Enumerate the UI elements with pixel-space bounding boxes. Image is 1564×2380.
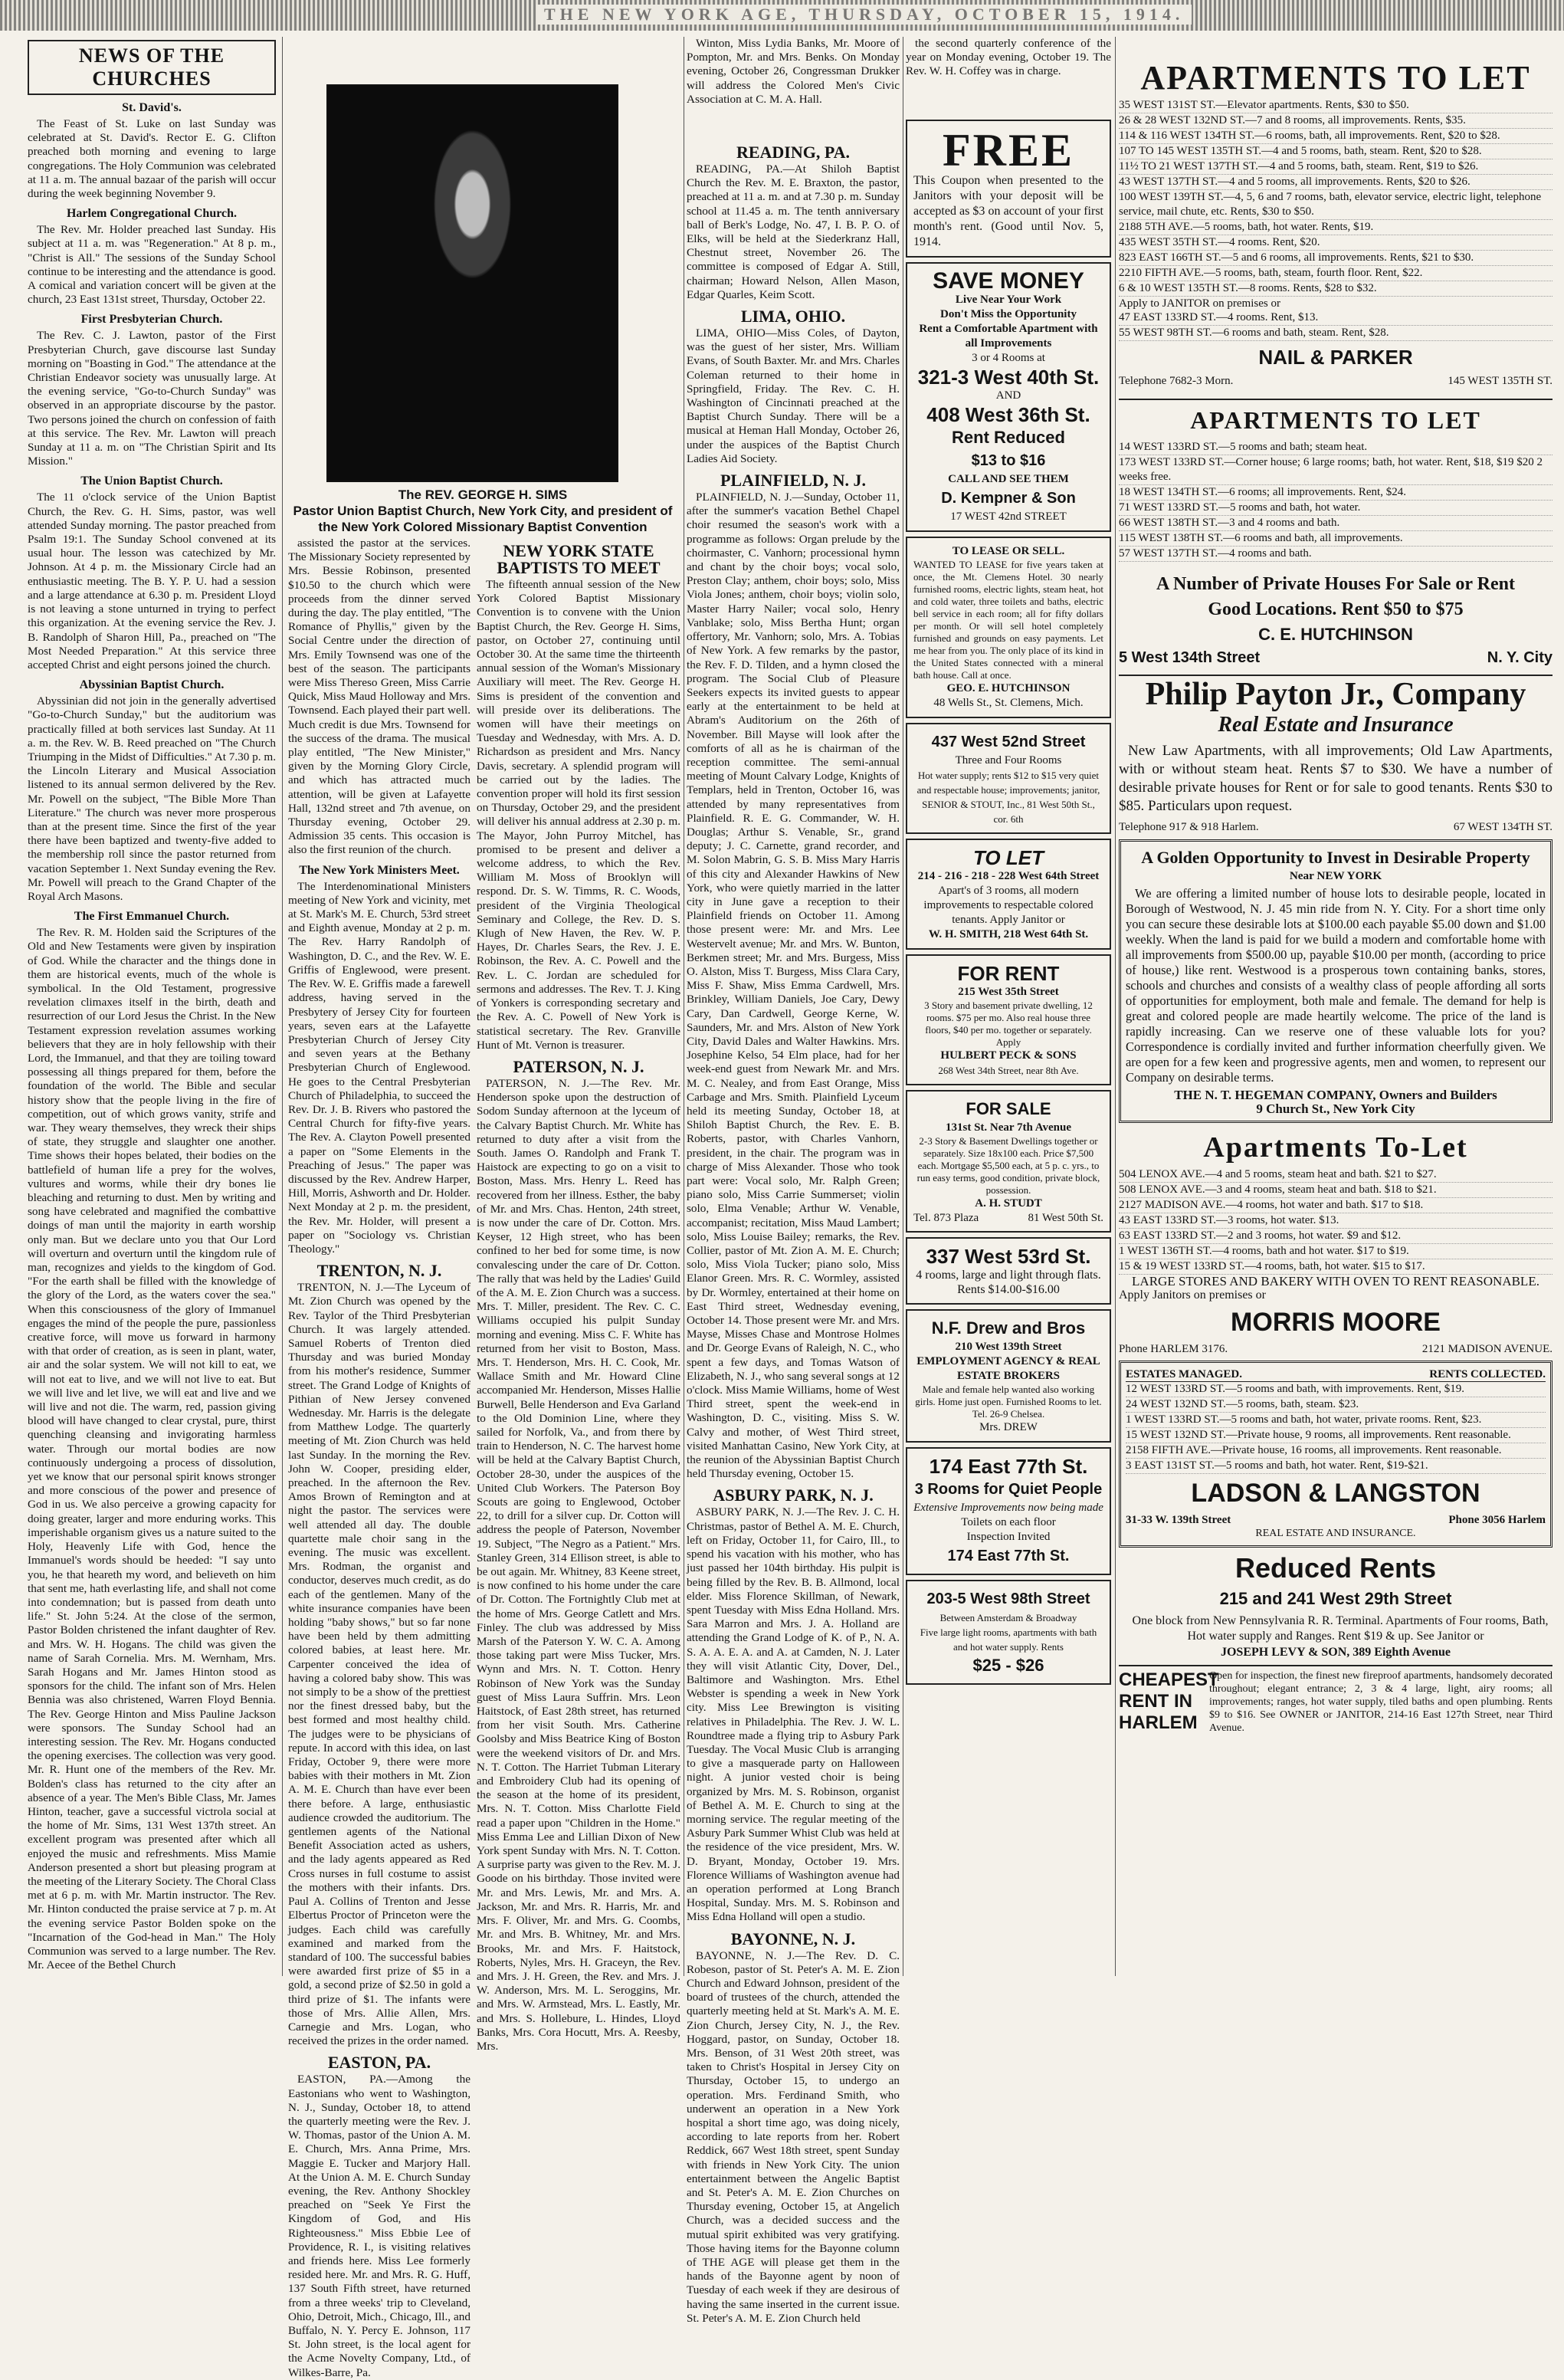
ad-forsale-address2: 81 West 50th St. (1028, 1212, 1103, 1224)
ad-w98-text: Five large light rooms, apartments with bath and hot water supply. Rents (920, 1627, 1097, 1653)
ad-e77-title: 174 East 77th St. (929, 1455, 1088, 1479)
listing-line: 173 WEST 133RD ST.—Corner house; 6 large rooms; bath, hot water. Rent, $18, $19 $20 2 weeks free. (1119, 455, 1553, 485)
ad-drew-title: N.F. Drew and Bros (931, 1318, 1086, 1338)
private-houses-heading: A Number of Private Houses For Sale or Rent (1156, 574, 1515, 595)
ad-save-and: AND (995, 389, 1021, 402)
ad-cheapest-rent (1119, 1665, 1553, 1735)
caption-name: The REV. GEORGE H. SIMS (398, 487, 568, 502)
reduced-rents-address: 215 and 241 West 29th Street (1219, 1589, 1452, 1609)
article-heading: BAYONNE, N. J. (730, 1929, 856, 1948)
col4-articles (687, 144, 900, 2326)
ad-free-text: This Coupon when presented to the Janitors with your deposit will be accepted as $3 on account of your first month's rent. (Good until Nov. 5, 1914. (913, 174, 1103, 248)
article-heading: PATERSON, N. J. (513, 1056, 644, 1076)
listing-line: 18 WEST 134TH ST.—6 rooms; all improvements. Rent, $24. (1119, 485, 1553, 501)
ad-save-firm-address: 17 WEST 42nd STREET (950, 510, 1067, 523)
article-heading: EASTON, PA. (327, 2053, 431, 2073)
article-body: TRENTON, N. J.—The Lyceum of Mt. Zion Church was opened by the Rev. Taylor of the Third Presbyterian Church. It was largely attended. Samuel Roberts of Trenton died Thursday and was buried Monday from his mother's residence, Summer street. The Grand Lodge of Knights of Pithian of New Jersey convened Wednesday. Mr. Harris is the delegate from Matthew Lodge. The quarterly meeting of Mt. Zion Church was held last Sunday. In the morning the Rev. John W. Cooper, presiding elder, preached. In the afternoon the Rev. Amos Brown of Remington and at night the pastor. The services were well attended all day. The double quartette male choir sang in the evening. The music was excellent. Mrs. Rodman, the organist and conductor, deserves much credit, as do each of the gentlemen. Many of the white insurance companies have been holding "baby shows," but so far none have been held by them admitting colored babies, at least here. Mr. Carpenter conceived the idea of having a colored baby show. This was not simply to be a show of the prettiest nor the finest dressed baby, but the best formed and most healthy child. The judges were to be physicians of repute. In accord with this idea, on last Friday, October 9, there were more babies with their mothers in Mt. Zion A. M. E. Church than have ever been there before. A large, enthusiastic audience crowded the auditorium. The gentlemen agents of the National Benefit Association acted as ushers, and the lady agents appeared as Red Cross nurses in full costume to assist the mothers with their infants. Drs. Paul A. Collins of Trenton and Jesse Elbertus Proctor of Princeton were the judges. Each child was carefully examined and marked from the standard of 100. The successful babies were awarded first prize of $5 in a gold, a second prize of $2.50 in gold a third prize of $1. The infants were those of Mrs. Allie Allen, Mrs. Carnegie and Mrs. Logan, who received the prizes in the order named. (288, 1281, 471, 2048)
ad-forrent-firm-address: 268 West 34th Street, near 8th Ave. (938, 1065, 1079, 1076)
ad-save-address: 408 West 36th St. (926, 403, 1090, 426)
ad-drew-name: Mrs. DREW (979, 1421, 1038, 1434)
ad-e77-line: 174 East 77th St. (947, 1548, 1070, 1565)
ad-lease-hotel (906, 537, 1111, 718)
column-4 (687, 138, 900, 2325)
ad-forrent-firm: HULBERT PECK & SONS (940, 1049, 1077, 1062)
listing-line: 100 WEST 139TH ST.—4, 5, 6 and 7 rooms, bath, elevator service, electric light, telephone service, mail chute, etc. Rents, $30 to $50. (1119, 190, 1553, 220)
listing-block-2 (1119, 440, 1553, 562)
listing-line: 114 & 116 WEST 134TH ST.—6 rooms, bath, all improvements. Rent, $20 to $28. (1119, 129, 1553, 144)
golden-firm: THE N. T. HEGEMAN COMPANY, Owners and Builders (1174, 1087, 1497, 1102)
listing-line: 66 WEST 138TH ST.—3 and 4 rooms and bath. (1119, 516, 1553, 531)
ad-e77-line: Toilets on each floor (961, 1516, 1056, 1529)
firm-philip-sub: Real Estate and Insurance (1218, 713, 1454, 737)
philip-tel: Telephone 917 & 918 Harlem. (1119, 821, 1259, 834)
column-rule (1115, 37, 1116, 1976)
ad-forsale-address: 131st St. Near 7th Avenue (945, 1121, 1072, 1134)
listing-line: 24 WEST 132ND ST.—5 rooms, bath, steam. $23. (1126, 1397, 1546, 1413)
ad-save-line: Rent a Comfortable Apartment with all Improvements (919, 323, 1098, 350)
ad-drew-bros (906, 1309, 1111, 1443)
article-heading: ASBURY PARK, N. J. (713, 1485, 874, 1505)
ad-forsale-text: 2-3 Story & Basement Dwellings together or separately. Size 18x100 each. Price $7,500 each. Mortgage $5,500 each, at 5 p. c. yrs., to run easy terms, good condition, private block, possession. (916, 1135, 1100, 1196)
article-body: The Rev. C. J. Lawton, pastor of the First Presbyterian Church, gave discourse last Sunday morning on "Boasting in God." The attendance at the Christian Endeavor society was unusually large. At the evening service, "Go-to-Church Sunday" was observed in an appropriate discourse by the pastor. Two persons joined the church on confession of faith at this service. The Rev. Mr. Lawton will preach Sunday at 11 a. m. on "The Christian Spirit and Its Mission." (28, 329, 276, 468)
firm-morris-moore: MORRIS MOORE (1231, 1307, 1441, 1337)
listing-block-1b (1119, 310, 1553, 341)
firm-address: 2121 MADISON AVENUE. (1421, 1342, 1553, 1355)
article-heading: The First Emmanuel Church. (74, 910, 230, 924)
article-body: READING, PA.—At Shiloh Baptist Church the Rev. M. E. Braxton, the pastor, preached at 11 a. m. and at 7.30 p. m. Sunday school at 11.45 a. m. The tenth anniversary ball of Berk's Lodge, No. 47, I. B. P. O. of Elks, will be held at the Siederkranz Hall, Chestnut street, November 26. The committee is composed of Edgar A. Still, chairman; Howard Nelson, Allen Mason, Edgar Quarles, Keim Scott. (687, 162, 900, 301)
firm-city: N. Y. City (1487, 649, 1553, 667)
ad-free-title: FREE (942, 125, 1075, 176)
golden-text: We are offering a limited number of house lots to desirable people, located in Borough of Westwood, N. J. 45 min ride from N. Y. City. For a short time only you can secure these desirable lots at $100.00 each payable $5.00 down and $1.00 weekly. When the land is paid for we build a modern and comfortable home with all improvements from $500.00 up, payable $10.00 per month, (according to price of house,) like rent. Westwood is a prosperous town containing banks, stores, schools and churches and consists of a wealthy class of people affording all sorts of opportunities for employment, both male and female. The demand for help is great and colored people are made heartily welcome. The price of the land is rapidly increasing. Can we reserve one of these valuable lots for you? Correspondence is cordially invited and further information cheerfully given. We are open for a few keen and progressive agents, men and women, to represent our Company on desirable terms. (1126, 885, 1546, 1085)
listing-block-3 (1119, 1167, 1553, 1275)
philip-text: New Law Apartments, with all improvements; Old Law Apartments, with or without steam heat. Rents $7 to $30. We have a number of desirable private houses for Rent or for sale to good tenants. Rents $30 to $85. Particulars upon request. (1119, 743, 1553, 815)
listing-line: 63 EAST 133RD ST.—2 and 3 rooms, hot water. $9 and $12. (1119, 1229, 1553, 1244)
ad-174-e77 (906, 1447, 1111, 1575)
ad-lease-address: 48 Wells St., St. Clemens, Mich. (933, 697, 1084, 709)
listing-line: 15 & 19 WEST 133RD ST.—4 rooms, bath, hot water. $15 to $17. (1119, 1259, 1553, 1275)
column-ads (906, 115, 1111, 1976)
listing-line: 26 & 28 WEST 132ND ST.—7 and 8 rooms, all improvements. Rents, $35. (1119, 113, 1553, 129)
ad-337-w53 (906, 1237, 1111, 1305)
listing-line: 1 WEST 136TH ST.—4 rooms, bath and hot water. $17 to $19. (1119, 1244, 1553, 1259)
col2-lead-text: assisted the pastor at the services. The Missionary Society represented by Mrs. Bessie Robinson, presented $10.50 to the church which were proceeds from the dinner served during the day. The play entitled, "The Romance of Phyllis," given by the Social Centre under the direction of Mrs. Emily Townsend was one of the best of the season. The participants were Miss Thereso Green, Miss Carrie Quick, Miss Maud Holloway and Mrs. Townsend. Each played their part well. Much credit is due Mrs. Townsend for the success of the drama. The musical play entitled, "The New Minister," given by the Morning Glory Circle, and which has attracted much attention, will be given at Lafayette Hall, 132nd street and 7th avenue, on Thursday evening, October 29. Admission 35 cents. This occasion is also the first reunion of the church. (288, 537, 471, 857)
listing-line: 47 EAST 133RD ST.—4 rooms. Rent, $13. (1119, 310, 1553, 326)
reduced-rents-text: One block from New Pennsylvania R. R. Terminal. Apartments of Four rooms, Bath, Hot water supply and Ranges. Rent $19 & up. See Janitor or (1132, 1614, 1549, 1643)
firm-tel: Phone 3056 Harlem (1448, 1514, 1546, 1527)
listing-line: 55 WEST 98TH ST.—6 rooms and bath, steam. Rent, $28. (1119, 326, 1553, 341)
listing-line: 11½ TO 21 WEST 137TH ST.—4 and 5 rooms, bath, steam. Rent, $19 to $26. (1119, 159, 1553, 175)
ad-forrent-address: 215 West 35th Street (958, 986, 1059, 998)
ad-w53-title: 337 West 53rd St. (926, 1245, 1091, 1269)
ad-save-price: $13 to $16 (971, 452, 1046, 469)
col2-articles (288, 864, 471, 2380)
article-body: ASBURY PARK, N. J.—The Rev. J. C. H. Christmas, pastor of Bethel A. M. E. Church, left on Friday, October 11, for Cairo, Ill., to spend his vacation with his mother, who has just passed her 104th birthday. His pulpit is being filled by the Rev. B. B. Allmond, local elder. Miss Florence Skillman, of Newark, spent Tuesday with Miss Edna Holland. Mrs. Sara Marron and Mrs. J. A. Holland are attending the Grand Lodge of K. of P., N. A. S. A. A. E. A. and A. at Camden, N. J. Later they will visit Atlantic City, Dover, Del., Baltimore and Washington. Mrs. Ethel Webster is spending a week in New York city. Miss Lee Brewington is visiting relatives in Philadelphia. The Rev. J. W. L. Roundtree made a flying trip to Asbury Park Tuesday. The Vocal Music Club is arranging to give a masquerade party on Halloween night. A junior vested choir is being organized by Mrs. M. S. Robinson, organist of Bethel A. M. E. Church to sing at the morning service. The regular meeting of the Asbury Park Summer Whist Club was held at the residence of the vice president, Mrs. W. D. Bryant, Monday, October 19. Mrs. Florence Williams of Washington avenue had an operation performed at Long Branch Hospital, Sunday. Mrs. M. S. Robinson and Miss Edna Holland will open a studio. (687, 1505, 900, 1924)
firm-hutchinson: C. E. HUTCHINSON (1258, 625, 1413, 645)
column-rule (282, 37, 283, 1976)
column-3 (477, 537, 680, 2053)
listing-line: 504 LENOX AVE.—4 and 5 rooms, steam heat and bath. $21 to $27. (1119, 1167, 1553, 1183)
col3-articles (477, 543, 680, 2053)
article-body: EASTON, PA.—Among the Eastonians who went to Washington, N. J., Sunday, October 18, to attend the quarterly meeting were the Rev. J. W. Thomas, pastor of the Union A. M. E. Church, Mrs. Anna Prime, Mrs. Maggie E. Tucker and Marjory Hall. At the Union A. M. E. Church Sunday evening, the Rev. Anthony Shockley preached on "Seek Ye First the Kingdom of God, and His Righteousness." Miss Ebbie Lee of Providence, R. I., is visiting relatives and friends here. Miss Lee formerly resided here. Mr. and Mrs. R. G. Huff, 137 South Fifth street, have returned from a three weeks' trip to Cleveland, Ohio, Detroit, Mich., Chicago, Ill., and Buffalo, N. Y. Percy E. Johnson, 117 St. John street, is the local agent for the Acme Novelty Company, Ltd., of Wilkes-Barre, Pa. (288, 2073, 471, 2379)
listing-line: 435 WEST 35TH ST.—4 rooms. Rent, $20. (1119, 235, 1553, 251)
column-3-top (687, 37, 900, 136)
article-heading: First Presbyterian Church. (80, 313, 223, 327)
ad-save-address: 321-3 West 40th St. (917, 366, 1100, 389)
ad-e77-sub: 3 Rooms for Quiet People (914, 1481, 1103, 1499)
ad-save-line: Live Near Your Work (955, 294, 1062, 306)
ad-w98-title: 203-5 West 98th Street (926, 1590, 1090, 1608)
ad-save-money (906, 262, 1111, 532)
article-body: BAYONNE, N. J.—The Rev. D. C. Robeson, pastor of St. Peter's A. M. E. Zion Church and Edward Johnson, president of the board of trustees of the church, attended the quarterly meeting held at St. Mark's A. M. E. Zion Church, Jersey City, N. J., the Rev. Hoggard, pastor, on Sunday, October 18. Mrs. Benson, of 31 West 20th street, was taken to Christ's Hospital in Jersey City on Thursday, October 15, to undergo an operation. Mrs. Ferdinand Smith, who underwent an operation in a New York hospital a short time ago, was doing nicely, according to late reports from her. Robert Reddick, 667 West 18th street, spent Sunday with friends in New York City. The union entertainment between the Angelic Baptist and St. Peter's A. M. E. Zion Churches on Thursday evening, October 15, at Angelich Church, was a decided success and the mutual spirit exhibited was very gratifying. Those having items for the Bayonne column of THE AGE will please get them in the hands of the Bayonne agent by noon of Tuesday of each week if they are desirous of having the same inserted in the current issue. St. Peter's A. M. E. Zion Church held (687, 1948, 900, 2325)
ad-save-reduced: Rent Reduced (952, 428, 1065, 447)
ad-tolet-address: 214 - 216 - 218 - 228 West 64th Street (917, 870, 1100, 882)
ad-drew-text: Male and female help wanted also working girls. Home just open. Furnished Rooms to let. Tel. 26-9 Chelsea. (915, 1384, 1102, 1420)
ad-save-title: SAVE MONEY (933, 268, 1084, 294)
col1-articles (28, 101, 276, 1972)
golden-title: A Golden Opportunity to Invest in Desirable Property (1141, 847, 1530, 867)
listing-line: 6 & 10 WEST 135TH ST.—8 rooms. Rents, $28 to $32. (1119, 281, 1553, 297)
ad-437-w52 (906, 723, 1111, 834)
ad-forsale-title: FOR SALE (966, 1099, 1051, 1118)
column-church-news (28, 37, 276, 1976)
listing-line: 3 EAST 131ST ST.—5 rooms and bath, hot water. Rent, $19-$21. (1126, 1459, 1546, 1474)
article-body: The Rev. R. M. Holden said the Scriptures of the Old and New Testaments were given by inspiration of God. While the character and the things done in them are historical events, much of the whole is symbolical. In the Old Testament, progressive revelation climaxes itself in the birth, death and resurrection of our Lord Jesus the Christ. In the New Testament expression revelation assumes working believers that they are in holy fellowship with their Lord, the Immanuel, and that they are toiling toward possessing all things prepared for them, before the foundation of the world. The Bible and secular history show that the people living in the fire of competition, out of which grows vanity, strife and war. They weary themselves, they wreck their ships of state, they struggle and slaughter one another. Time shows their hopes belated, their bodies on the battlefield of human life a prey for the wolves, vultures and worms, while their dry bones lie bleaching and returning to dust. Men by writing and song have celebrated and magnified the combattive doings of man until the majority in earth worship only man. But we declare unto you that Our Lord will overturn and overturn until the kingdom rule of man, recognizes and yields to the kingdom of God. "For the earth shall be filled with the knowledge of the glory of the Lord, as the waters cover the sea." When this consciousness of the glory of Immanuel engages the mind of the people the pure, passionless creative force, will move us forward in harmony with that order of creation, as is seen in plant, water, air and the solar system. We will not kill to eat, we will not eat to live, and we will not live to eat. But we will live and let live, we will eat and live and we will live and not die. The warm, red, passion giving blood will have changed to clear crystal, pure, thirst quenching cleansing and invigorating harmless water. Through our mortal bodies are now continuously undergoing a process of dissolution, yet we know that our personal spirit knows stronger and more conscious of the power and presence of God in us. We also perceive a growing capacity for doing greater, larger and more enduring works. This imperishable organism gives us a nature suited to the Holy, Heavenly Life with God, hence the Immanuel's words should be heeded: "I say unto you, he that heareth my word, and believeth on him that sent me, hath everlasting life, and shall not come into condemnation; but is passed from death unto life." St. John 5:24. At the close of the sermon, Pastor Bolden christened the infant daughter of Rev. and Mrs. W. H. Hogans. The child was given the name of Sarah Cornelia. Mrs. M. Wernham, Mrs. Sarah Hogans and Mr. James Hinton stood as sponsors for the child. The infant son of Mrs. Helen Bennia was also christened, Warren Floyd Bennia. The Rev. George Hinton and Miss Pauline Jackson were sponsors. The Sunday School had an interesting session. The Rev. Mr. Hogans conducted the opening exercises. The collection was very good. Mr. R. Hunt one of the members of the Rev. Mr. Bolden's class has returned to the city after an absence of a year. The Men's Bible Class, Mr. James Hinton, teacher, gave a successful victrola social at the home of Mr. Sims, 131 West 137th street. An excellent program was presented after which all enjoyed the music and refreshments. Miss Mamie Anderson presented a short but pleasing program at the meeting of the Literary Society. The Choral Class met at 6 p. m. with Mr. Martin instructor. The Rev. Mr. Hinton conducted the praise service at 7 p. m. At the evening service Pastor Bolden spoke on the "Incarnation of the God-head in Man." The Holy Communion was served to a large number. The Rev. Mr. Aecee of the Bethel Church (28, 926, 276, 1972)
column-5-top (906, 37, 1111, 113)
ad-lease-title: TO LEASE OR SELL. (952, 545, 1065, 557)
listing-line: 508 LENOX AVE.—3 and 4 rooms, steam heat and bath. $18 to $21. (1119, 1183, 1553, 1198)
article-heading: READING, PA. (736, 143, 851, 162)
listing-line: 2188 5TH AVE.—5 rooms, bath, hot water. Rents, $19. (1119, 220, 1553, 235)
ad-ladson-langston (1119, 1361, 1553, 1548)
golden-sub: Near NEW YORK (1289, 868, 1382, 882)
listing-line: 2210 FIFTH AVE.—5 rooms, bath, steam, fourth floor. Rent, $22. (1119, 266, 1553, 281)
ad-tolet-text: Apart's of 3 rooms, all modern improvements to respectable colored tenants. Apply Janitor or (923, 885, 1093, 926)
article-body: The Rev. Mr. Holder preached last Sunday. His subject at 11 a. m. was "Regeneration." At 8 p. m., "Christ is All." The sessions of the Sunday School continue to be interesting and the attendance is good. A comical and variation concert will be given at the church, 23 East 131st street, Thursday, October 22. (28, 223, 276, 307)
ad-w98-price: $25 - $26 (972, 1656, 1044, 1676)
firm-address: 145 WEST 135TH ST. (1448, 375, 1553, 388)
banner-apartments-to-let-3: Apartments To-Let (1203, 1131, 1468, 1164)
article-heading: LIMA, OHIO. (740, 307, 846, 327)
masthead-title: THE NEW YORK AGE, THURSDAY, OCTOBER 15, 1914. (536, 5, 1192, 25)
listing-line: 823 EAST 166TH ST.—5 and 6 rooms, all improvements. Rents, $21 to $30. (1119, 251, 1553, 266)
listing-line: 15 WEST 132ND ST.—Private house, 9 rooms, all improvements. Rent reasonable. (1126, 1428, 1546, 1443)
listing-line: 115 WEST 138TH ST.—6 rooms and bath, all improvements. (1119, 531, 1553, 547)
philip-address: 67 WEST 134TH ST. (1453, 821, 1553, 834)
article-body: Abyssinian did not join in the generally advertised "Go-to-Church Sunday," but the auditorium was practically filled at both services last Sunday. At 11 a. m. the Rev. W. B. Reed preached on "The Church Triumping in the Midst of Difficulties." At 7.30 p. m. the Lincoln Literary and Musical Association listened to its annual sermon delivered by the Rev. Mr. Powell on the subject, "The Bible More Than Literature." The church was never more prosperous than at the present time. Since the first of the year there have been baptized and twenty-five added to the membership roll since the pastor returned from vacation September 1. Next Sunday evening the Rev. Mr. Powell will preach to the Grand Chapter of the Royal Arch Masons. (28, 694, 276, 903)
article-heading: The New York Ministers Meet. (299, 863, 460, 877)
firm-sub: REAL ESTATE AND INSURANCE. (1255, 1528, 1416, 1540)
listing-line: 35 WEST 131ST ST.—Elevator apartments. Rents, $30 to $50. (1119, 98, 1553, 113)
firm-address: 31-33 W. 139th Street (1126, 1514, 1231, 1527)
firm-tel: Telephone 7682-3 Morn. (1119, 375, 1234, 388)
listing-block-4 (1126, 1382, 1546, 1474)
ad-tolet-title: TO LET (973, 846, 1044, 869)
col3-lead-text: Winton, Miss Lydia Banks, Mr. Moore of Pompton, Mr. and Mrs. Benks. On Monday evening, October 26, Congressman Drukker will address the Colored Men's Civic Association at C. M. A. Hall. (687, 37, 900, 106)
reduced-rents-title: Reduced Rents (1234, 1552, 1437, 1584)
listing-line: 14 WEST 133RD ST.—5 rooms and bath; steam heat. (1119, 440, 1553, 455)
masthead-strip (0, 0, 1564, 31)
ad-drew-sub: EMPLOYMENT AGENCY & REAL ESTATE BROKERS (916, 1355, 1100, 1383)
article-heading: NEW YORK STATE BAPTISTS TO MEET (497, 541, 661, 577)
reduced-rents-firm: JOSEPH LEVY & SON, 389 Eighth Avenue (1220, 1646, 1451, 1659)
portrait-photo-rev-sims (326, 84, 618, 482)
portrait-caption (284, 487, 682, 535)
cheapest-text: Open for inspection, the finest new fireproof apartments, handsomely decorated throughout; elegant entrance; 2, 3 & 4 large, light, airy rooms; all improvements; ranges, hot water supply, tiled baths and open plumbing. Rents $9 to $16. See OWNER or JANITOR, 214-16 East 127th Street, near Third Avenue. (1209, 1669, 1553, 1734)
firm-nail-parker: NAIL & PARKER (1258, 346, 1413, 369)
ad-to-let-64th (906, 839, 1111, 950)
listing-line: 57 WEST 137TH ST.—4 rooms and bath. (1119, 547, 1553, 562)
ad-forrent-text: 3 Story and basement private dwelling, 12 rooms. $75 per mo. Also real house three floors, $40 per mo. together or separately. Apply (924, 1000, 1093, 1048)
firm-philip-payton: Philip Payton Jr., Company (1145, 677, 1526, 713)
ad-lease-text: WANTED TO LEASE for five years taken at once, the Mt. Clemens Hotel. 30 nearly furnished rooms, electric lights, steam heat, hot and cold water, three toilets and baths, electric bell service in each room; all for fifty dollars per month. Or will sell hotel completely furnished and grounds on easy payments. Let me hear from you. The only place of its kind in the United States connected with a mineral bath house. Call at once. (913, 559, 1103, 681)
column-real-estate (1119, 58, 1553, 1975)
ad-save-line: 3 or 4 Rooms at (972, 352, 1045, 364)
article-body: PLAINFIELD, N. J.—Sunday, October 11, after the summer's vacation Bethel Chapel choir resumed the season's work with a programme as follows: Organ prelude by the choirmaster, C. Vanhorn; processional hymn and chant by the choir boys; vocal solo, Preston Clay; anthem, choir boys; solo, Miss Viola Jones; anthem, choir boys; violin solo, Master Harry Nailer; vocal solo, Henry Vanblake; solo, Miss Bertha Hunt; organ offertory, Mr. Vanhorn; solo, Mrs. A. Tobias of New York. A few remarks by the pastor, the Rev. F. D. Tilden, and a hymn closed the program. The Social Club of Pleasure Seekers expects its invited guests to appear early at the entertainment to be held at Abram's Auditorium on the 26th of November. Bill Mayse will look after the comforts of all as he is chairman of the reception committee. The semi-annual meeting of Mount Calvary Lodge, Knights of Templars, held in Trenton, October 16, was attended by many representatives from Plainfield. R. E. G. Commander, W. H. Douglas; Arthur S. Venable, Sr., grand deputy; J. C. Carnette, grand recorder, and M. Solon Mabrin, G. S. B. Miss Mary Harris of this city and Alexander Hawkins of New York, who were quietly married in the latter city in June gave a reception to their Plainfield friends on October 11. Among those present were: Mr. and Mrs. Lee Westervelt avenue; Mr. and Mrs. W. Bunton, Berkmen street; Mr. and Mrs. Burgess, Miss O. Alston, Miss T. Burgess, Miss Clara Cary, Miss F. Shaw, Miss Emma Cardwell, Mrs. Brinkley, William Daniels, Joe Cary, Dewy Cary, Dan Cardwell, George Kerne, W. Saunders, Mr. and Mrs. Alston of New York City, David Dales and Walter Hawkins. Mrs. Josephine Kelso, 54 Elm place, had for her week-end guest from Newark Mr. and Mrs. M. C. Nealey, and from East Orange, Miss Carbage and Mrs. Smith. Plainfield Lyceum held its meeting Sunday, October 18, at Shiloh Baptist Church, the Rev. E. B. Roberts, pastor, with Charles Vanhorn, president, in the chair. The program was in charge of Miss Alexander. Those who took part were: Vocal solo, Mr. Ralph Green; piano solo, Miss Carrie Summerset; violin solo, Elma Venable; Arthur W. Venable, accompanist; recitation, Miss Maud Lambert; solo, Miss Louise Bailey; remarks, the Rev. Collier, pastor of Mt. Zion A. M. E. Church; solo, Miss Viola Tucker; piano solo, Miss Elanor Green. Mrs. R. C. Wormley, assisted by Dr. Wormley, entertained at their home on East Third street, Wednesday evening, October 14. Those present were Mr. and Mrs. Mayse, Misses Chase and Montrose Holmes and Dr. George Evans of Raleigh, N. C., who spent a few days, and Tomas Watson of Elizabeth, N. J., who sang several songs at 12 o'clock. Miss Mamie Williams, home of West Third street, spent the week-end in Washington, D. C., visiting. Miss S. W. Calvy and mother, of West Third street, visited Manhattan Casino, New York City, at the reunion of the Abyssinian Baptist Church held Thursday evening, October 15. (687, 491, 900, 1481)
ladson-heading-2: RENTS COLLECTED. (1429, 1367, 1546, 1380)
article-body: The Feast of St. Luke on last Sunday was celebrated at St. David's. Rector E. G. Clifton preached both morning and evening to large congregations. The Holy Communion was celebrated at 11 a. m. The annual bazaar of the parish will occur during the week beginning November 9. (28, 117, 276, 201)
article-heading: TRENTON, N. J. (316, 1261, 442, 1281)
article-heading: Abyssinian Baptist Church. (79, 678, 225, 692)
article-body: The fifteenth annual session of the New York Colored Baptist Missionary Convention is to convene with the Union Baptist Church, the Rev. George H. Sims, pastor, on October 27, continuing until October 30. At the same time the thirteenth annual session of the Woman's Missionary Auxiliary will meet. The Rev. George H. Sims is president of the convention and will preside over its deliberations. The women will have their meetings on Tuesday and Wednesday, with Mrs. A. D. Richardson as president and Mrs. Nancy Davis, secretary. A splendid program will be carried out by the ladies. The convention proper will hold its first session on Thursday, October 29, and the president will deliver his annual address at 2.30 p. m. The Mayor, John Purroy Mitchel, has promised to be present and deliver a welcome address, to which the Rev. William M. Moss of Brooklyn will respond. Dr. S. W. Timms, R. C. Woods, president of the Virginia Theological Seminary and College, the Rev. D. S. Klugh of New Haven, the Rev. W. P. Hayes, Dr. Charles Sears, the Rev. J. E. Robinson, the Rev. A. C. Powell and the Rev. L. C. Jordan are scheduled for sermons and addresses. The Rev. T. J. King of Yonkers is corresponding secretary and the Rev. A. C. Powell of New York is statistical secretary. The Rev. Granville Hunt of Mt. Vernon is treasurer. (477, 578, 680, 1052)
article-heading: Harlem Congregational Church. (66, 207, 238, 221)
caption-desc: Pastor Union Baptist Church, New York City, and president of the New York Colored Missionary Baptist Convention (293, 504, 673, 534)
ad-e77-sub2: Extensive Improvements now being made (913, 1502, 1103, 1515)
ad-save-firm: D. Kempner & Son (941, 490, 1076, 507)
listing-line: 12 WEST 133RD ST.—5 rooms and bath, with improvements. Rent, $19. (1126, 1382, 1546, 1397)
article-body: The 11 o'clock service of the Union Baptist Church, the Rev. G. H. Sims, pastor, was well attended Sunday morning. The pastor preached from Psalm 19:1. The Sunday School convened at its usual hour. The lesson was catechized by Mr. Johnson. At 4 p. m. the Missionary Circle had an enthusiastic meeting. The B. Y. P. U. had a session and a large attendance at 6.30 p. m. President Lloyd is not leaving a stone unturned in trying to perfect this organization. At the evening service the Rev. J. B. Randolph of Sharon Hill, Pa., preached on "The Most Needed Preparation." At this service three accepted Christ and eight persons joined the church. (28, 491, 276, 671)
apply-line: Apply to JANITOR on premises or (1119, 297, 1280, 310)
listing-line: 107 TO 145 WEST 135TH ST.—4 and 5 rooms, bath, steam. Rent, $20 to $28. (1119, 144, 1553, 159)
firm-ladson-langston: LADSON & LANGSTON (1191, 1479, 1480, 1508)
listing-block-1 (1119, 98, 1553, 297)
ad-forrent-title: FOR RENT (957, 962, 1060, 985)
col4-lead-text: the second quarterly conference of the year on Monday evening, October 19. The Rev. W. H. Coffey was in charge. (906, 37, 1111, 78)
ad-save-call: CALL AND SEE THEM (948, 473, 1069, 485)
listing-line: 43 WEST 137TH ST.—4 and 5 rooms, all improvements. Rents, $20 to $26. (1119, 175, 1553, 190)
article-body: PATERSON, N. J.—The Rev. Mr. Henderson spoke upon the destruction of Sodom Sunday afternoon at the lyceum of the Calvary Baptist Church. Mr. White has returned to duty after a visit from the South. James O. Randolph and Frank T. Haistock are expecting to go on a visit to Boston, Mass. Mrs. Henry L. Reed has recovered from her illness. Esther, the baby of Mr. and Mrs. Chas. Henton, 24th street, is now under the care of Dr. Cotton. Mrs. Keyser, 12 High street, who has been confined to her bed for some time, is now convalescing under the care of Dr. Cotton. The rally that was held by the Ladies' Guild of the A. M. E. Zion Church was a success. Mrs. T. Miller, president. The Rev. C. C. Williams occupied his pulpit Sunday morning and evening. Miss C. F. White has returned from her visit to Boston, Mass. Mrs. T. Henderson, Mrs. H. C. Cook, Mr. Wallace Smith and Mr. Howard Cline accompanied Mr. Henderson, Misses Hallie Burwell, Belle Henderson and Eva Garland to the Old Dominion Line, where they sailed for Norfolk, Va., and from there by train to Henderson, N. C. The harvest home will be held at the Calvary Baptist Church, October 28-30, under the auspices of the United Club Workers. The Paterson Boy Scouts are going to Englewood, October 22, to drill for a silver cup. Dr. Cotton will address the people of Paterson, November 19. Subject, "The Negro as a Patient." Mrs. Stanley Green, 314 Ellison street, is able to be out again. Mr. Whitney, 83 Keene street, is now confined to his home under the care of Dr. Cotton. The Fortnightly Club met at the home of Mrs. George Catlett and Mrs. Finley. The club was addressed by Miss Marsh of the Paterson Y. W. C. A. Among those taking part were Miss Tucker, Mrs. Wynn and Mrs. N. T. Cotton. Henry Robinson of New York was the Sunday guest of Miss Laura Suffrin. Mrs. Leon Haitstock, of East 28th street, has returned from her visit South. Mrs. Catherine Goolsby and Miss Beatrice King of Boston were the weekend visitors of Dr. and Mrs. N. T. Cotton. The Harriet Tubman Literary and Embroidery Club had its opening of the season at the home of its president, Mrs. N. T. Cotton. Miss Charlotte Field read a paper upon "Children in the Home." Miss Emma Lee and Lillian Dixon of New York spent Sunday with Mrs. N. T. Cotton. A surprise party was given to the Rev. M. J. Goode on his birthday. Those invited were Mr. and Mrs. Lewis, Mr. and Mrs. A. Jackson, Mr. and Mrs. R. Harris, Mr. and Mrs. F. Oliver, Mr. and Mrs. G. Coombs, Mr. and Mrs. B. Whitney, Mr. and Mrs. Brooks, Mr. and Mrs. F. Haitstock, Roberts, Nyles, Mrs. H. Graceyn, the Rev. and Mrs. J. H. Green, the Rev. and Mrs. J. W. Anderson, Mrs. M. L. Seroggins, Mr. and Mrs. W. Armstead, Mrs. L. Eastly, Mr. and Mrs. S. Hollebure, L. Hindes, Lloyd Banks, Mrs. Cora Hocutt, Mrs. A. Reesby, Mrs. (477, 1076, 680, 2053)
banner-apartments-to-let-2: APARTMENTS TO LET (1119, 399, 1553, 440)
listing-line: 2127 MADISON AVE.—4 rooms, hot water and bath. $17 to $18. (1119, 1198, 1553, 1213)
ad-lease-name: GEO. E. HUTCHINSON (946, 682, 1071, 694)
cheapest-title: CHEAPEST RENT IN HARLEM (1119, 1669, 1219, 1733)
article-body: LIMA, OHIO—Miss Coles, of Dayton, was the guest of her sister, Mrs. William Evans, of South Baxter. Mr. and Mrs. Charles Coleman returned to their home in Springfield, Friday. The Rev. C. H. Washington of Cincinnati preached at the Baptist Church Sunday. There will be a musical at Heman Hall Monday, October 26, under the auspices of the Baptist Church Ladies Aid Society. (687, 327, 900, 465)
ad-w98-sub: Between Amsterdam & Broadway (939, 1612, 1077, 1624)
ad-for-rent-35th (906, 954, 1111, 1085)
ad-203-w98 (906, 1580, 1111, 1685)
section-header-news-of-churches: NEWS OF THE CHURCHES (28, 40, 276, 95)
banner-apartments-to-let: APARTMENTS TO LET (1140, 59, 1531, 97)
ad-tolet-name: W. H. SMITH, 218 West 64th St. (928, 928, 1089, 941)
firm-address: 5 West 134th Street (1119, 649, 1261, 667)
listing-line: 43 EAST 133RD ST.—3 rooms, hot water. $13. (1119, 1213, 1553, 1229)
listing-line: 2158 FIFTH AVE.—Private house, 16 rooms, all improvements. Rent reasonable. (1126, 1443, 1546, 1459)
ladson-heading-1: ESTATES MANAGED. (1126, 1367, 1242, 1380)
article-heading: The Union Baptist Church. (80, 474, 223, 488)
ad-for-sale-131st (906, 1090, 1111, 1233)
ad-drew-address: 210 West 139th Street (955, 1341, 1062, 1354)
firm-tel: Phone HARLEM 3176. (1119, 1342, 1228, 1355)
ad-w52-sub: Three and Four Rooms (955, 754, 1062, 767)
ad-save-line: Don't Miss the Opportunity (940, 308, 1077, 320)
ad-forsale-name: A. H. STUDT (975, 1197, 1042, 1210)
listing-line: 71 WEST 133RD ST.—5 rooms and bath, hot water. (1119, 501, 1553, 516)
ad-w52-title: 437 West 52nd Street (931, 734, 1086, 750)
ad-golden-opportunity (1119, 839, 1553, 1124)
column-2 (288, 537, 471, 2379)
ad-forsale-tel: Tel. 873 Plaza (913, 1212, 979, 1224)
ad-free-coupon (906, 120, 1111, 258)
ad-w52-text: Hot water supply; rents $12 to $15 very quiet and respectable house; improvements; janitor, SENIOR & STOUT, Inc., 81 West 50th St., cor. 6th (916, 770, 1100, 825)
article-heading: St. David's. (122, 101, 182, 114)
golden-address: 9 Church St., New York City (1256, 1101, 1415, 1117)
ad-e77-line: Inspection Invited (966, 1531, 1051, 1544)
article-heading: PLAINFIELD, N. J. (720, 471, 867, 491)
listing-line: 1 WEST 133RD ST.—5 rooms and bath, hot water, private rooms. Rent, $23. (1126, 1413, 1546, 1428)
private-houses-sub: Good Locations. Rent $50 to $75 (1208, 599, 1464, 620)
stores-line: LARGE STORES AND BAKERY WITH OVEN TO RENT REASONABLE. (1132, 1274, 1539, 1289)
apply-line: Apply Janitors on premises or (1119, 1288, 1266, 1302)
article-body: The Interdenominational Ministers meeting of New York and vicinity, met at St. Mark's M. E. Church, 53rd street and Eighth avenue, Monday at 2 p. m. The Rev. Harry Randolph of Washington, D. C., and the Rev. W. E. Griffis of Englewood, were present. The Rev. W. E. Griffis made a farewell address, having served in the Presbytery of Jersey City for fourteen years, seven ears at the Lafayette Presbyterian Church of Jersey City and seven years at the Bethany Presbyterian Church of Englewood. He goes to the Central Presbyterian Church of Philadelphia, to succeed the Rev. Dr. J. B. Rivers who pastored the Central Church for fifty-five years. The Rev. A. Clayton Powell presented a paper on "Some Elements in the Preaching of Jesus." The paper was discussed by the Rev. Andrew Harper, Hill, Morris, Ashworth and Dr. Holder. Next Monday at 2 p. m. the president, the Rev. Mr. Holder, will present a paper on "Sociology vs. Christian Theology." (288, 879, 471, 1256)
ad-w53-text: 4 rooms, large and light through flats. Rents $14.00-$16.00 (916, 1269, 1101, 1297)
